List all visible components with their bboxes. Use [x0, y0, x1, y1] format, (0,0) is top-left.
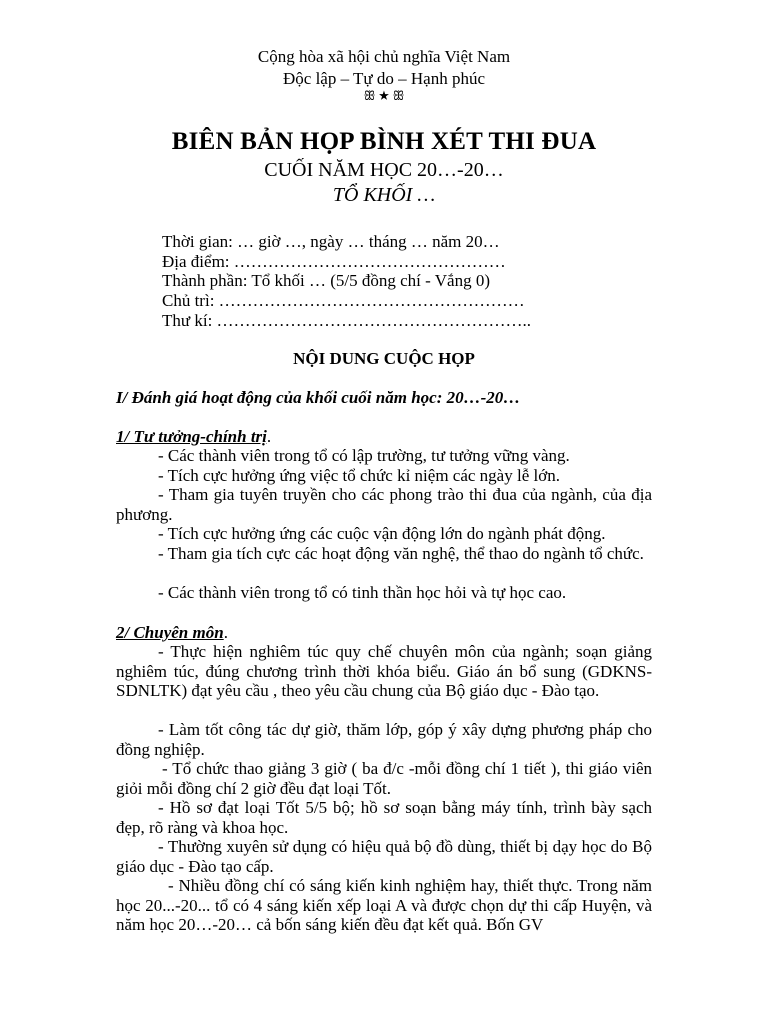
subsection-heading-expertise: [116, 623, 228, 643]
meeting-chair: Chủ trì: ………………………………………………: [162, 291, 525, 310]
subsection-label: 2/ Chuyên môn: [116, 623, 224, 642]
list-item: - Nhiều đồng chí có sáng kiến kinh nghiệm hay, thiết thực. Trong năm học 20...-20... tổ có 4 sáng kiến xếp loại A và được chọn dự thi cấp Huyện, và năm học 20…-20… cả bốn sáng kiến đều đạt kết quả. Bốn GV: [116, 876, 652, 934]
document-title: BIÊN BẢN HỌP BÌNH XÉT THI ĐUA: [171, 128, 597, 155]
ornament-divider: ꕥ ★ ꕥ: [363, 88, 405, 103]
meeting-time: Thời gian: … giờ …, ngày … tháng … năm 20…: [162, 232, 500, 251]
list-item: - Tích cực hưởng ứng việc tổ chức kỉ niệm các ngày lễ lớn.: [158, 466, 560, 485]
country-name: Cộng hòa xã hội chủ nghĩa Việt Nam: [257, 47, 511, 66]
list-item: - Hồ sơ đạt loại Tốt 5/5 bộ; hồ sơ soạn bằng máy tính, trình bày sạch đẹp, rõ ràng và khoa học.: [116, 798, 652, 837]
subsection-tail: .: [223, 623, 228, 642]
national-motto: Độc lập – Tự do – Hạnh phúc: [283, 69, 485, 88]
content-heading: NỘI DUNG CUỘC HỌP: [293, 349, 475, 368]
subsection-tail: .: [266, 427, 272, 446]
list-item: - Các thành viên trong tổ có lập trường, tư tưởng vững vàng.: [158, 446, 570, 465]
meeting-participants: Thành phần: Tổ khối … (5/5 đồng chí - Vắng 0): [162, 271, 490, 290]
list-item: - Thực hiện nghiêm túc quy chế chuyên môn của ngành; soạn giảng nghiêm túc, đúng chương trình thời khóa biểu. Giáo án bổ sung (GDKNS-SDNLTK) đạt yêu cầu , theo yêu cầu chung của Bộ giáo dục - Đào tạo.: [116, 642, 652, 700]
meeting-location: Địa điểm: …………………………………………: [162, 252, 506, 271]
list-item: - Các thành viên trong tổ có tinh thần học hỏi và tự học cao.: [158, 583, 567, 602]
subsection-heading-politics: [116, 427, 271, 447]
meeting-secretary: Thư kí: ………………………………………………..: [162, 311, 532, 330]
section-heading: I/ Đánh giá hoạt động của khối cuối năm học: 20…-20…: [116, 388, 521, 407]
group-name: TỔ KHỐI …: [332, 184, 436, 206]
list-item: - Thường xuyên sử dụng có hiệu quả bộ đồ dùng, thiết bị dạy học do Bộ giáo dục - Đào tạo cấp.: [116, 837, 652, 876]
list-item: - Tham gia tuyên truyền cho các phong trào thi đua của ngành, của địa phương.: [116, 485, 652, 524]
subsection-label: 1/ Tư tưởng-chính trị: [116, 427, 267, 446]
list-item: - Làm tốt công tác dự giờ, thăm lớp, góp ý xây dựng phương pháp cho đồng nghiệp.: [116, 720, 652, 759]
list-item: - Tham gia tích cực các hoạt động văn nghệ, thể thao do ngành tổ chức.: [158, 544, 644, 563]
document-subtitle: CUỐI NĂM HỌC 20…-20…: [264, 159, 504, 181]
list-item: - Tổ chức thao giảng 3 giờ ( ba đ/c -mỗi đồng chí 1 tiết ), thi giáo viên giỏi mỗi đồng chí 2 giờ đều đạt loại Tốt.: [116, 759, 652, 798]
list-item: - Tích cực hưởng ứng các cuộc vận động lớn do ngành phát động.: [158, 524, 606, 543]
